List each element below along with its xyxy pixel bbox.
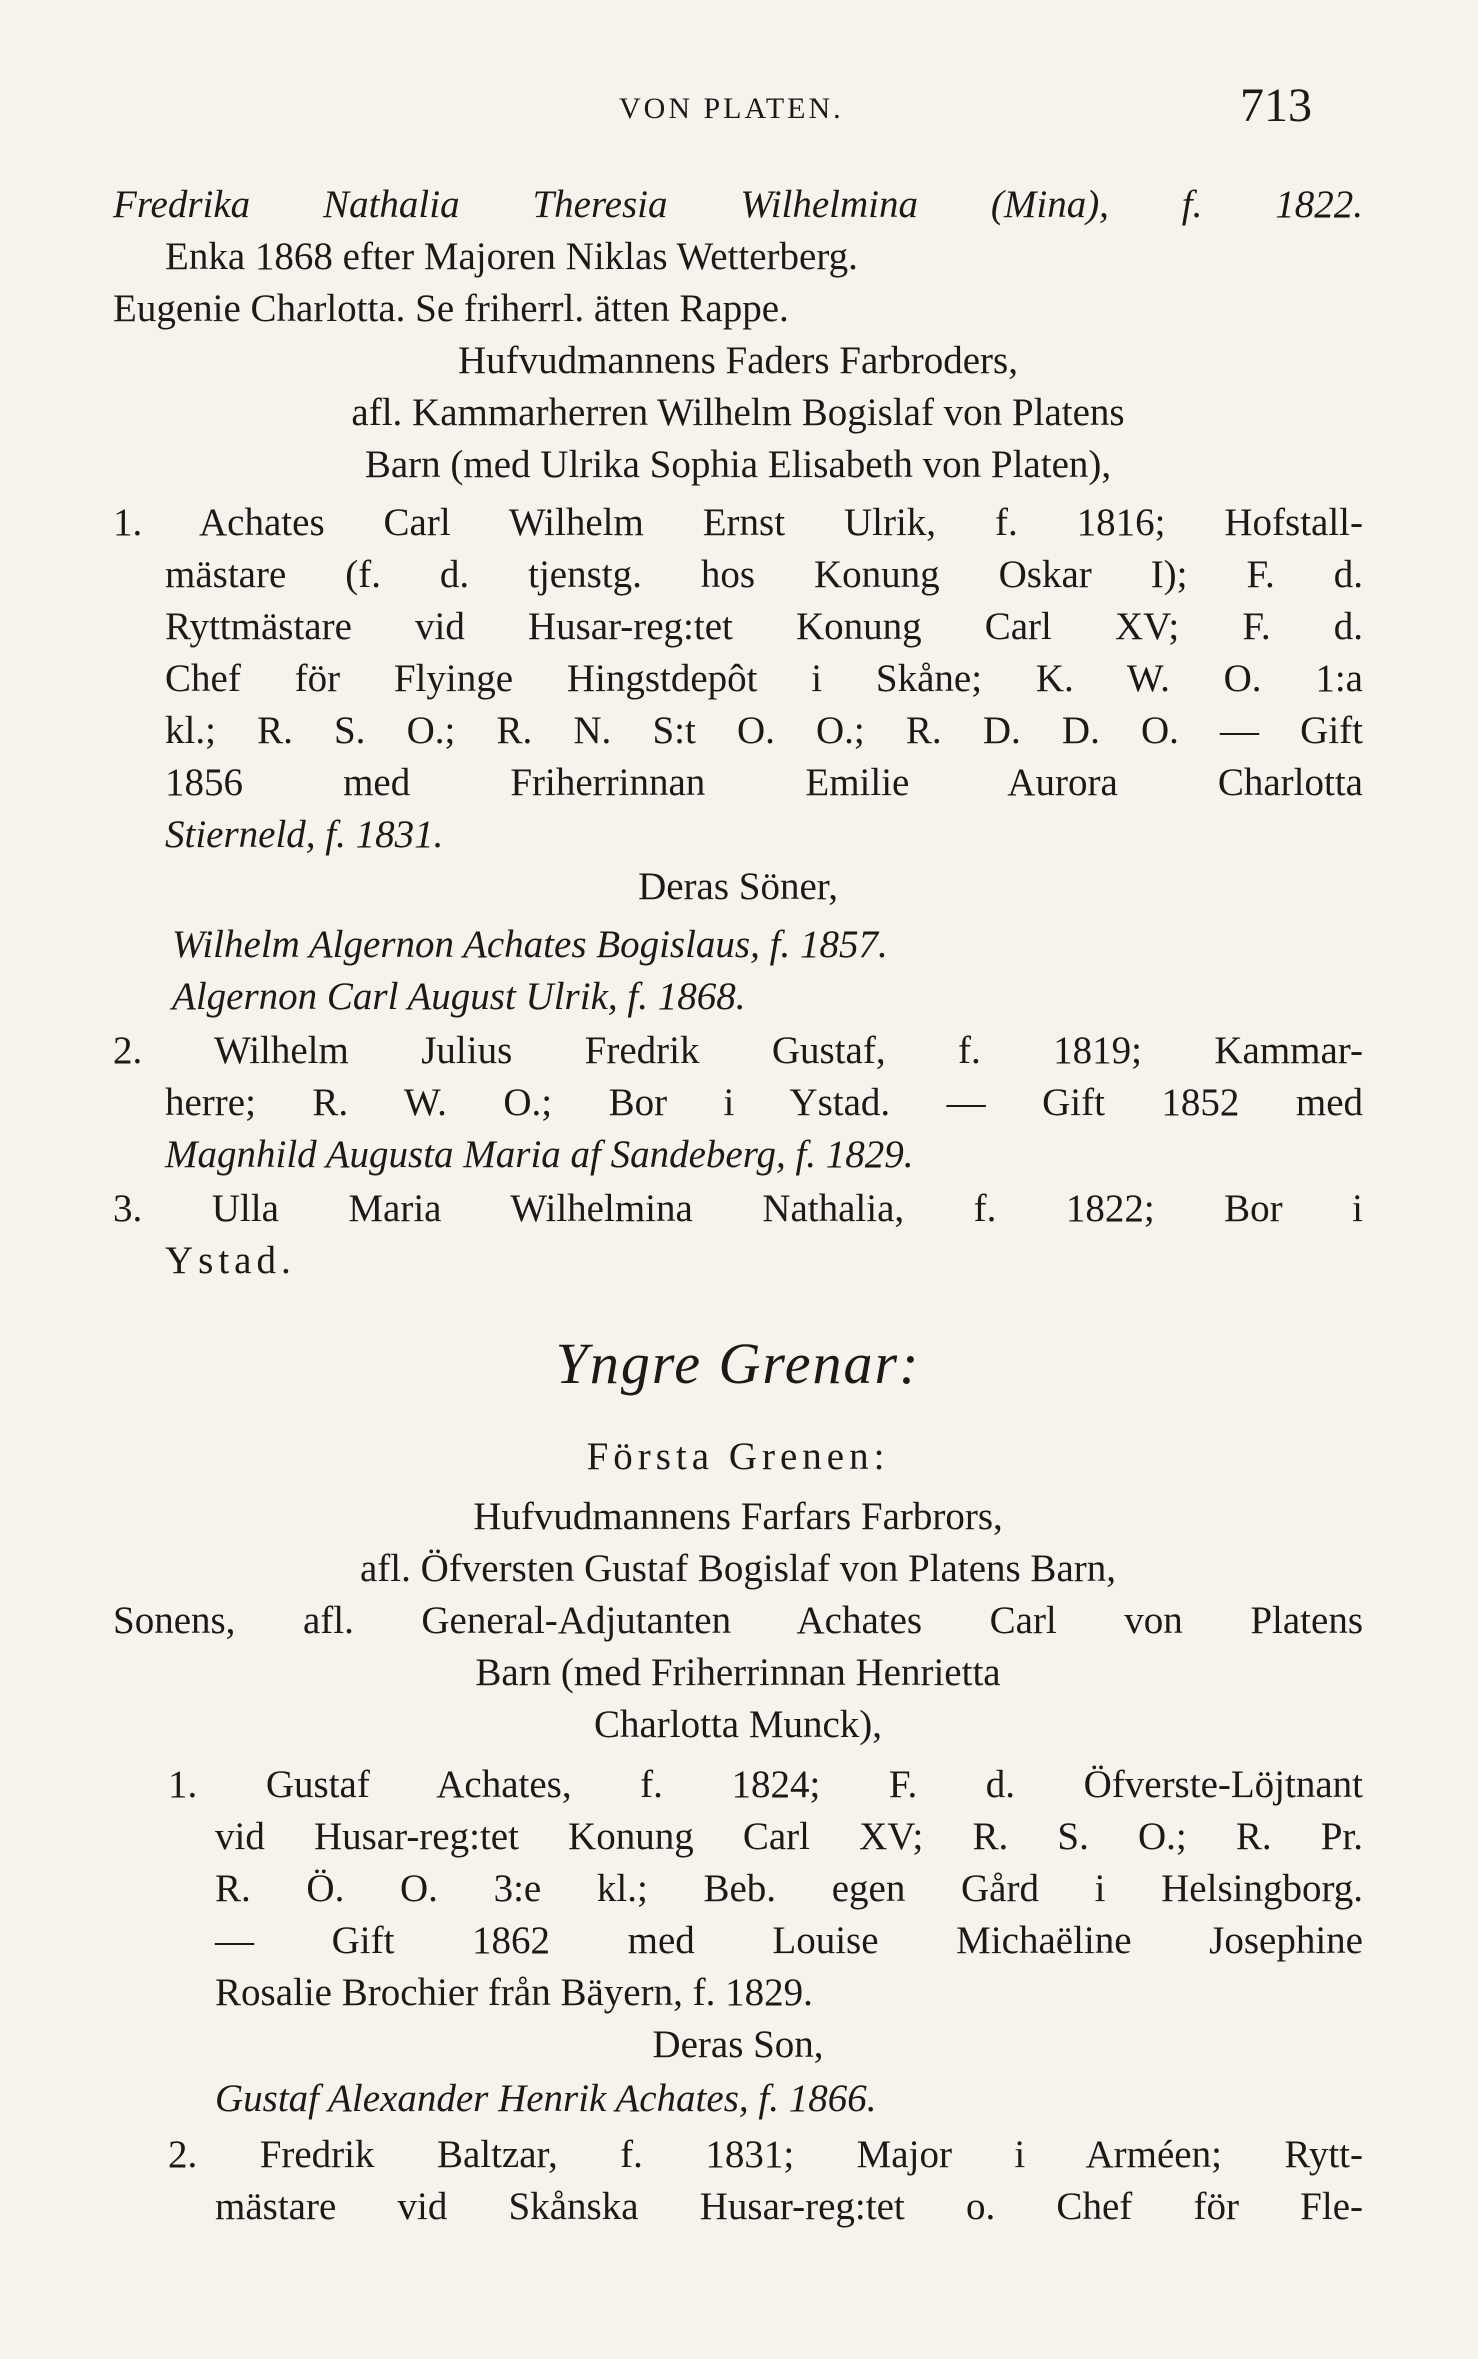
- page-header: [0, 78, 1478, 138]
- text-line: 1. Gustaf Achates, f. 1824; F. d. Öfverste-Löjtnant: [168, 1763, 1363, 1806]
- text-line: afl. Öfversten Gustaf Bogislaf von Platens Barn,: [359, 1547, 1116, 1590]
- text-line: Rosalie Brochier från Bäyern, f. 1829.: [215, 1971, 813, 2014]
- text-line: Enka 1868 efter Majoren Niklas Wetterberg.: [165, 235, 858, 278]
- text-line: 2. Wilhelm Julius Fredrik Gustaf, f. 1819; Kammar-: [113, 1029, 1363, 1072]
- text-line: 1. Achates Carl Wilhelm Ernst Ulrik, f. 1816; Hofstall-: [113, 501, 1363, 544]
- text-line: Ryttmästare vid Husar-reg:tet Konung Carl XV; F. d.: [165, 605, 1363, 648]
- text-line: Charlotta Munck),: [593, 1703, 883, 1746]
- text-line: Chef för Flyinge Hingstdepôt i Skåne; K. W. O. 1:a: [165, 657, 1363, 700]
- text-line: R. Ö. O. 3:e kl.; Beb. egen Gård i Helsingborg.: [215, 1867, 1363, 1910]
- text-line: 2. Fredrik Baltzar, f. 1831; Major i Arméen; Rytt-: [168, 2133, 1363, 2176]
- text-line: herre; R. W. O.; Bor i Ystad. — Gift 1852 med: [165, 1081, 1363, 1124]
- text-line: vid Husar-reg:tet Konung Carl XV; R. S. O.; R. Pr.: [215, 1815, 1363, 1858]
- text-line: Barn (med Ulrika Sophia Elisabeth von Platen),: [364, 443, 1112, 486]
- text-line: Deras Son,: [652, 2023, 824, 2066]
- text-line: Gustaf Alexander Henrik Achates, f. 1866.: [215, 2077, 877, 2120]
- text-line: Ystad.: [165, 1239, 296, 1282]
- text-line: mästare vid Skånska Husar-reg:tet o. Chef för Fle-: [215, 2185, 1363, 2228]
- text-line: Wilhelm Algernon Achates Bogislaus, f. 1857.: [172, 923, 888, 966]
- text-line: kl.; R. S. O.; R. N. S:t O. O.; R. D. D. O. — Gift: [165, 709, 1363, 752]
- text-line: 3. Ulla Maria Wilhelmina Nathalia, f. 1822; Bor i: [113, 1187, 1363, 1230]
- text-line: Algernon Carl August Ulrik, f. 1868.: [172, 975, 746, 1018]
- text-line: — Gift 1862 med Louise Michaëline Josephine: [215, 1919, 1363, 1962]
- text-line: Sonens, afl. General-Adjutanten Achates Carl von Platens: [113, 1599, 1363, 1642]
- text-line: Hufvudmannens Farfars Farbrors,: [473, 1495, 1003, 1538]
- running-title: VON PLATEN.: [619, 92, 844, 125]
- text-line: 1856 med Friherrinnan Emilie Aurora Charlotta: [165, 761, 1363, 804]
- text-line: Magnhild Augusta Maria af Sandeberg, f. 1829.: [165, 1133, 914, 1176]
- text-line: Hufvudmannens Faders Farbroders,: [458, 339, 1018, 382]
- text-line: Stierneld, f. 1831.: [165, 813, 444, 856]
- text-line: Fredrika Nathalia Theresia Wilhelmina (Mina), f. 1822.: [113, 183, 1363, 226]
- text-line: Barn (med Friherrinnan Henrietta: [475, 1651, 1001, 1694]
- text-line: mästare (f. d. tjenstg. hos Konung Oskar I); F. d.: [165, 553, 1363, 596]
- text-line: Deras Söner,: [638, 865, 838, 908]
- page-number: 713: [1240, 79, 1312, 132]
- text-line: Eugenie Charlotta. Se friherrl. ätten Rappe.: [113, 287, 789, 330]
- text-line: afl. Kammarherren Wilhelm Bogislaf von Platens: [351, 391, 1125, 434]
- subsection-heading: Första Grenen:: [586, 1435, 890, 1478]
- section-heading: Yngre Grenar:: [555, 1331, 921, 1396]
